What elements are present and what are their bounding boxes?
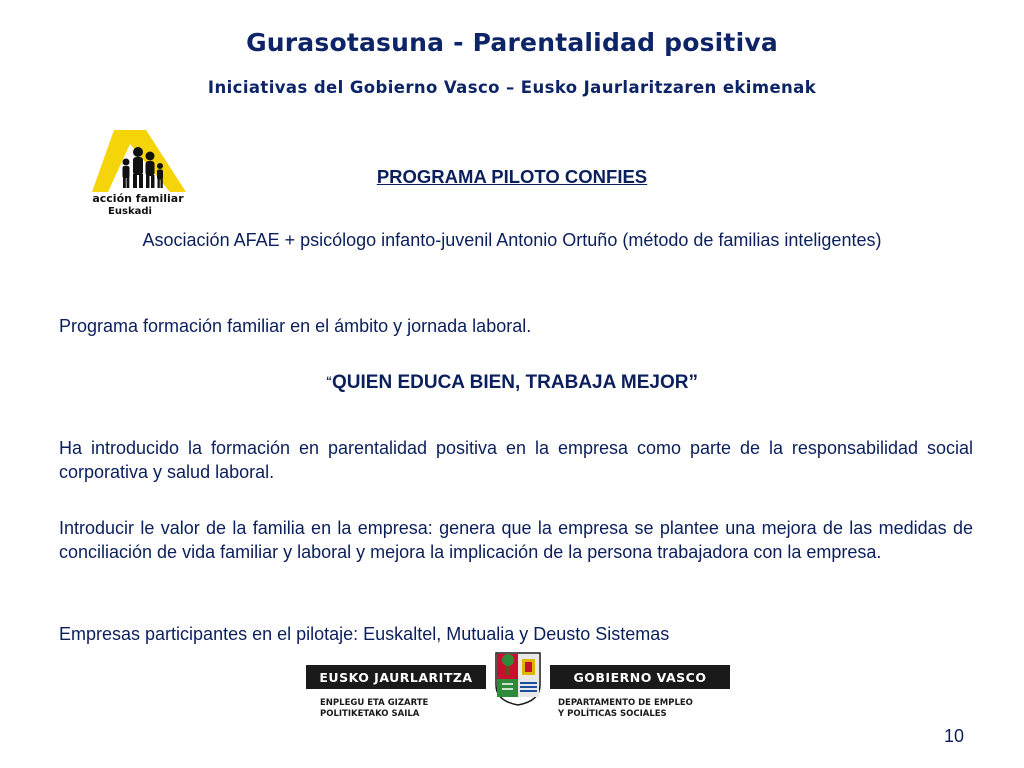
slide-title: Gurasotasuna - Parentalidad positiva (246, 28, 778, 57)
right-dept-line2: Y POLÍTICAS SOCIALES (558, 709, 667, 719)
eusko-jaurlaritza-logo (306, 649, 730, 721)
association-line: Asociación AFAE + psicólogo infanto-juvenil Antonio Ortuño (método de familias inteligentes) (142, 230, 882, 250)
slide-subtitle: Iniciativas del Gobierno Vasco – Eusko Jaurlaritzaren ekimenak (207, 78, 817, 97)
paragraph-responsibility: Ha introducido la formación en parentalidad positiva en la empresa como parte de la responsabilidad social corporativa y salud laboral. (59, 438, 973, 482)
logo-text-line1: acción familiar (92, 192, 184, 205)
left-dept-line2: POLITIKETAKO SAILA (320, 709, 420, 719)
right-banner-text: GOBIERNO VASCO (573, 670, 707, 685)
slogan-text: QUIEN EDUCA BIEN, TRABAJA MEJOR” (332, 372, 698, 393)
coat-of-arms-icon (496, 653, 540, 705)
left-dept-line1: ENPLEGU ETA GIZARTE (320, 698, 429, 708)
right-dept-line1: DEPARTAMENTO DE EMPLEO (558, 698, 693, 708)
paragraph-participants: Empresas participantes en el pilotaje: Euskaltel, Mutualia y Deusto Sistemas (59, 624, 670, 644)
program-title: PROGRAMA PILOTO CONFIES (376, 166, 648, 187)
paragraph-family-value: Introducir le valor de la familia en la empresa: genera que la empresa se plantee una mejora de las medidas de conciliación de vida familiar y laboral y mejora la implicación de la persona trabajadora con la empresa. (59, 518, 973, 562)
logo-text-line2: Euskadi (108, 206, 152, 217)
left-banner-text: EUSKO JAURLARITZA (319, 670, 473, 685)
slogan (0, 372, 1024, 394)
page-number: 10 (943, 726, 964, 746)
paragraph-formation: Programa formación familiar en el ámbito y jornada laboral. (59, 316, 532, 336)
slogan-open-quote: “ (326, 374, 333, 388)
